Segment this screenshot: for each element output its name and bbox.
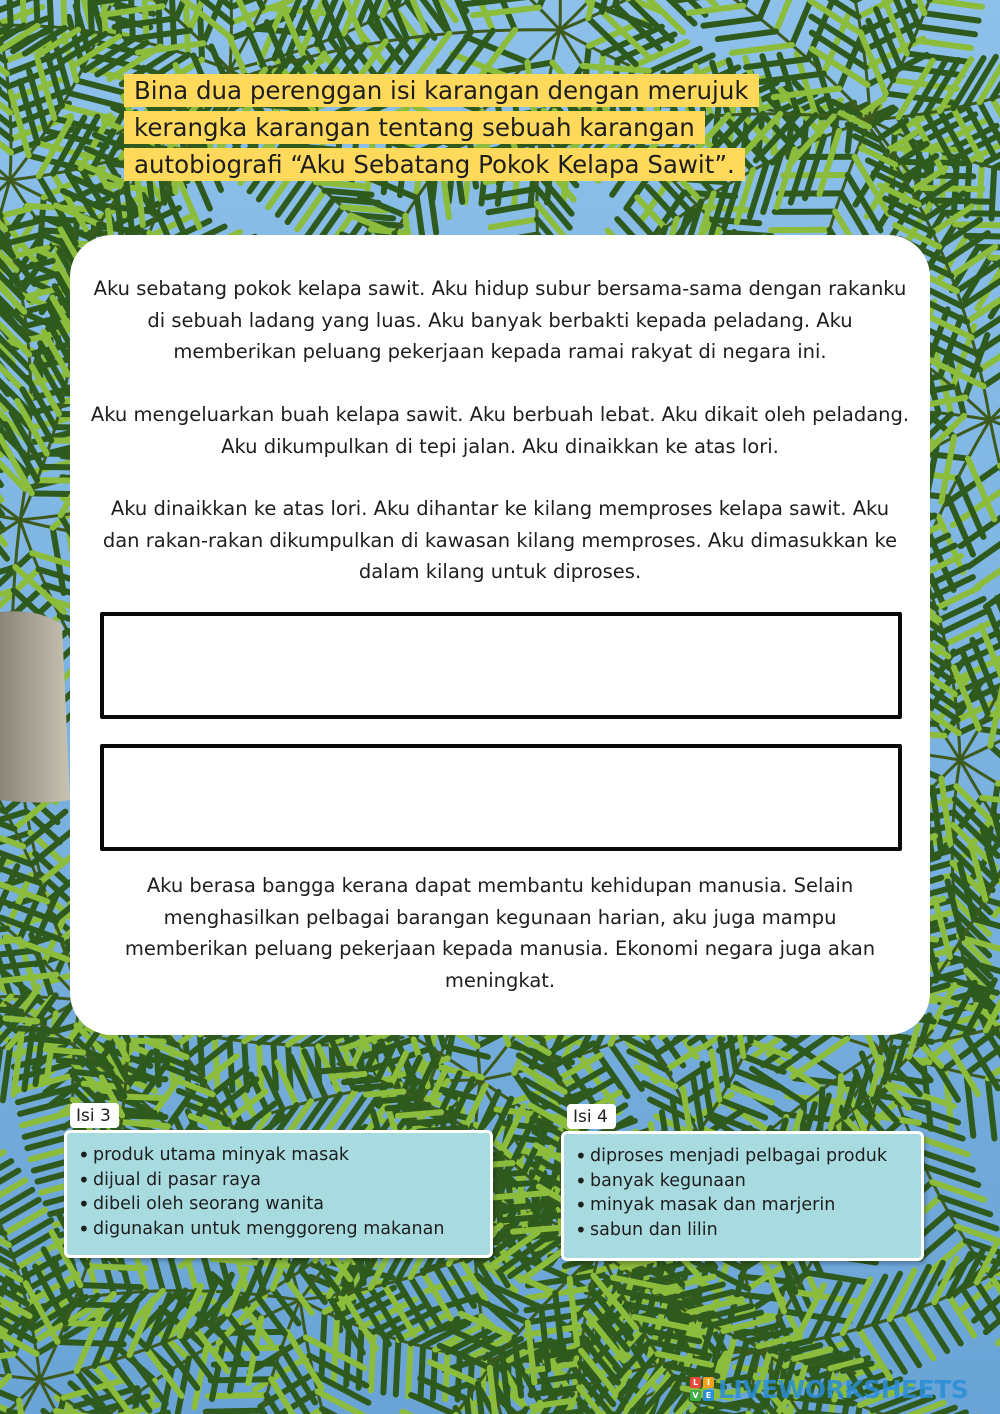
list-item: • dijual di pasar raya: [93, 1168, 478, 1193]
instruction-banner: [124, 72, 836, 183]
answer-box-isi-4[interactable]: [100, 744, 902, 851]
list-item: • sabun dan lilin: [590, 1218, 909, 1243]
hint-list-isi-3: [67, 1133, 490, 1241]
answer-box-isi-3[interactable]: [100, 612, 902, 719]
logo-grid-icon: L I V E: [690, 1377, 714, 1401]
paragraph-isi-2: Aku dinaikkan ke atas lori. Aku dihantar ke kilang memproses kelapa sawit. Aku dan rakan-rakan dikumpulkan di kawasan kilang memproses. Aku dimasukkan ke dalam kilang untuk diproses.: [102, 497, 898, 583]
list-item: • minyak masak dan marjerin: [590, 1193, 909, 1218]
paragraph-isi-1: Aku mengeluarkan buah kelapa sawit. Aku berbuah lebat. Aku dikait oleh peladang. Aku dikumpulkan di tepi jalan. Aku dinaikkan ke atas lori.: [90, 403, 910, 458]
instruction-text: Bina dua perenggan isi karangan dengan merujuk kerangka karangan tentang sebuah karangan autobiografi “Aku Sebatang Pokok Kelapa Sawit”.: [124, 74, 759, 181]
list-item: • produk utama minyak masak: [93, 1143, 478, 1168]
paragraph-conclusion: Aku berasa bangga kerana dapat membantu kehidupan manusia. Selain menghasilkan pelbagai barangan kegunaan harian, aku juga mampu memberikan peluang pekerjaan kepada manusia. Ekonomi negara juga akan meningkat.: [124, 874, 876, 992]
hint-box-isi-4: [561, 1131, 924, 1261]
answer-input-isi-4[interactable]: [104, 748, 898, 847]
list-item: • dibeli oleh seorang wanita: [93, 1192, 478, 1217]
logo-text: LIVEWORKSHEETS: [718, 1374, 969, 1404]
list-item: • digunakan untuk menggoreng makanan: [93, 1217, 478, 1242]
hint-list-isi-4: [564, 1134, 921, 1242]
hint-label-isi-4: Isi 4: [567, 1104, 616, 1129]
hint-label-isi-3: Isi 3: [70, 1103, 119, 1128]
list-item: • diproses menjadi pelbagai produk: [590, 1144, 909, 1169]
hint-box-isi-3: [64, 1130, 493, 1258]
list-item: • banyak kegunaan: [590, 1169, 909, 1194]
liveworksheets-logo: [690, 1376, 968, 1402]
essay-card: [70, 235, 930, 1035]
paragraph-introduction: Aku sebatang pokok kelapa sawit. Aku hidup subur bersama-sama dengan rakanku di sebuah ladang yang luas. Aku banyak berbakti kepada peladang. Aku memberikan peluang pekerjaan kepada ramai rakyat di negara ini.: [93, 277, 907, 363]
answer-input-isi-3[interactable]: [104, 616, 898, 715]
